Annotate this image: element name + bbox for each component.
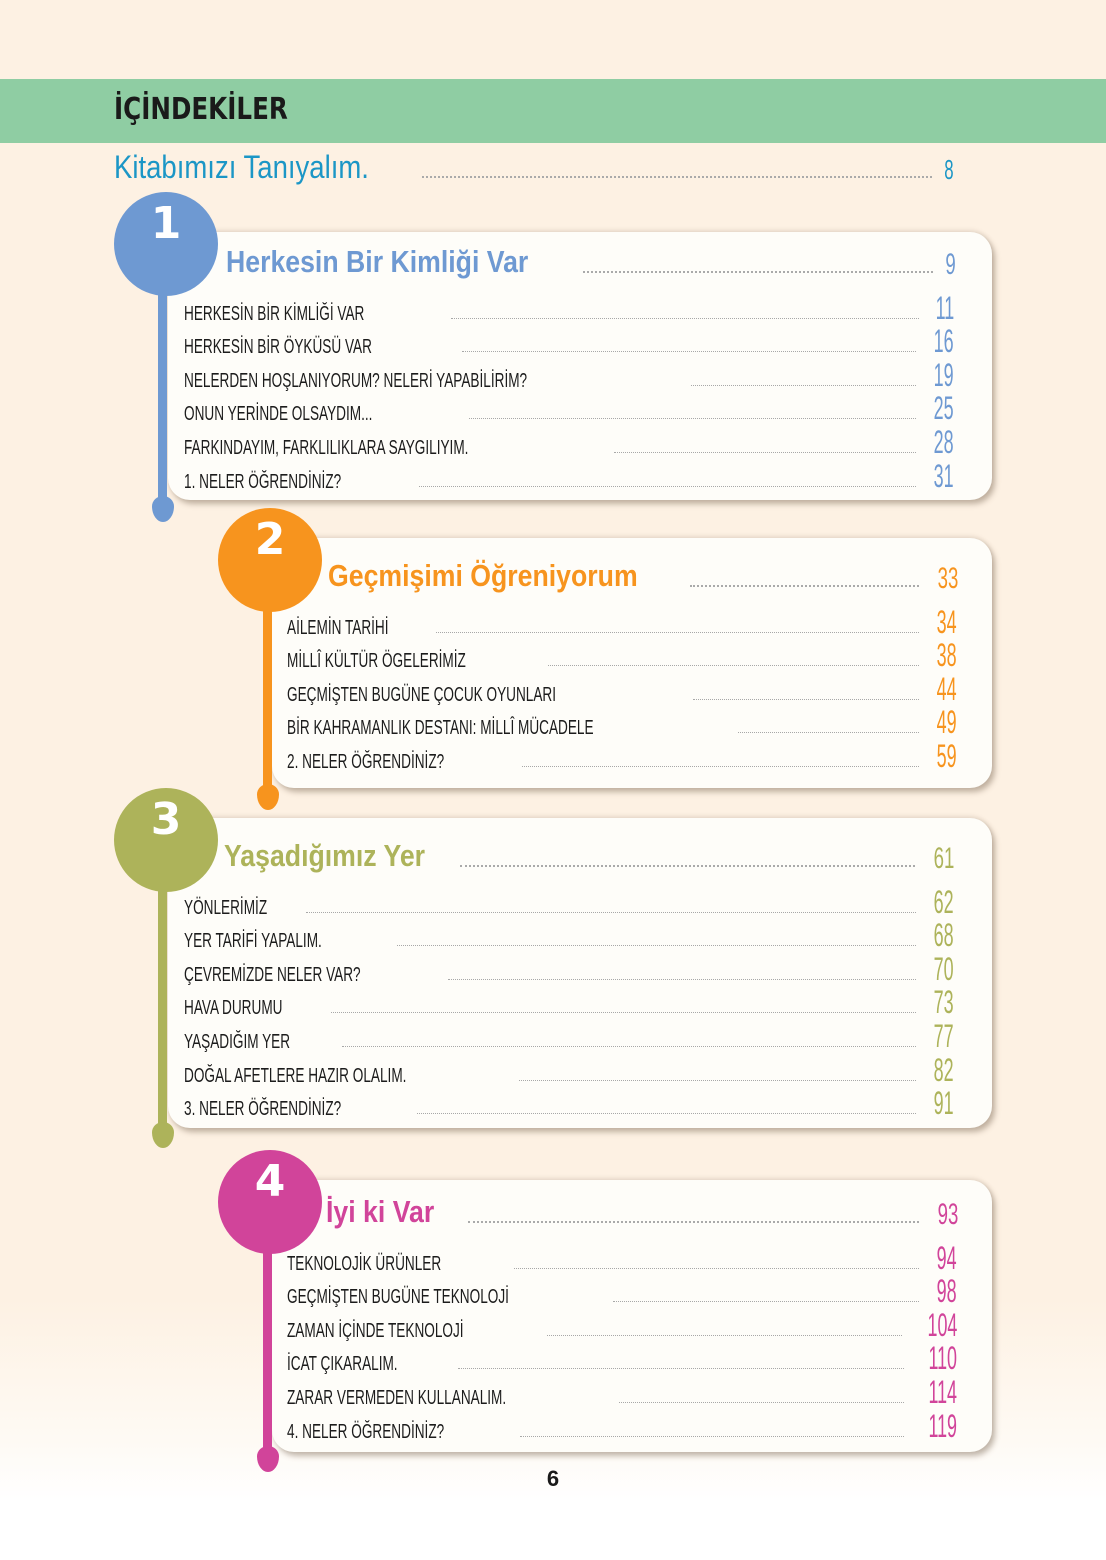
unit-number: 2 xyxy=(254,514,286,565)
item-label: GEÇMİŞTEN BUGÜNE TEKNOLOJİ xyxy=(287,1286,509,1309)
unit-title-entry[interactable] xyxy=(326,1190,958,1230)
unit-4-items xyxy=(287,1240,957,1442)
item-page-number: 25 xyxy=(934,390,954,427)
dot-leader xyxy=(619,1402,904,1403)
unit-title-entry[interactable] xyxy=(226,240,956,280)
item-label: 1. NELER ÖĞRENDİNİZ? xyxy=(184,470,342,493)
item-page-number: 114 xyxy=(928,1373,957,1410)
dot-leader xyxy=(417,1113,916,1114)
item-label: HERKESİN BİR ÖYKÜSÜ VAR xyxy=(184,336,372,359)
item-page-number: 77 xyxy=(934,1017,954,1054)
toc-item[interactable] xyxy=(287,1341,957,1375)
item-label: İCAT ÇIKARALIM. xyxy=(287,1353,398,1376)
toc-item[interactable] xyxy=(184,357,954,391)
dot-leader xyxy=(397,945,917,946)
unit-title-entry[interactable] xyxy=(328,554,958,594)
item-page-number: 49 xyxy=(937,704,957,741)
toc-item[interactable] xyxy=(184,391,954,425)
item-label: AİLEMİN TARİHİ xyxy=(287,616,389,639)
unit-1-items xyxy=(184,290,954,492)
unit-page-number: 9 xyxy=(945,248,956,281)
item-label: HAVA DURUMU xyxy=(184,997,283,1020)
item-label: BİR KAHRAMANLIK DESTANI: MİLLÎ MÜCADELE xyxy=(287,717,594,740)
dot-leader xyxy=(548,665,919,666)
toc-item[interactable] xyxy=(184,458,954,492)
item-page-number: 73 xyxy=(934,984,954,1021)
unit-number-bubble xyxy=(218,508,322,612)
toc-item[interactable] xyxy=(184,985,954,1019)
dot-leader xyxy=(738,732,920,733)
item-page-number: 31 xyxy=(934,457,954,494)
dot-leader xyxy=(458,1368,904,1369)
item-page-number: 119 xyxy=(928,1407,957,1444)
item-label: 4. NELER ÖĞRENDİNİZ? xyxy=(287,1420,445,1443)
item-page-number: 82 xyxy=(934,1051,954,1088)
item-page-number: 98 xyxy=(937,1273,957,1310)
toc-item[interactable] xyxy=(184,1086,954,1120)
page-title: İÇİNDEKİLER xyxy=(114,92,288,127)
item-label: FARKINDAYIM, FARKLILIKLARA SAYGILIYIM. xyxy=(184,436,469,459)
drop-icon xyxy=(152,496,174,522)
dot-leader xyxy=(306,912,916,913)
item-label: 3. NELER ÖĞRENDİNİZ? xyxy=(184,1098,342,1121)
dot-leader xyxy=(691,385,917,386)
toc-item[interactable] xyxy=(287,1307,957,1341)
dot-leader xyxy=(468,1221,919,1223)
toc-item[interactable] xyxy=(287,705,957,739)
item-page-number: 34 xyxy=(937,603,957,640)
item-page-number: 11 xyxy=(935,289,954,326)
toc-item[interactable] xyxy=(184,1052,954,1086)
dot-leader xyxy=(520,1436,904,1437)
unit-page-number: 93 xyxy=(937,1198,958,1231)
page-number: 6 xyxy=(546,1466,560,1491)
toc-item[interactable] xyxy=(184,951,954,985)
dot-leader xyxy=(436,632,919,633)
dot-leader xyxy=(693,699,920,700)
toc-item[interactable] xyxy=(287,1240,957,1274)
toc-item[interactable] xyxy=(287,1408,957,1442)
item-label: MİLLÎ KÜLTÜR ÖGELERİMİZ xyxy=(287,650,466,673)
item-page-number: 70 xyxy=(934,950,954,987)
item-page-number: 16 xyxy=(934,323,954,360)
toc-item[interactable] xyxy=(287,638,957,672)
unit-number-bubble xyxy=(114,192,218,296)
dot-leader xyxy=(419,486,916,487)
dot-leader xyxy=(519,1080,916,1081)
item-label: 2. NELER ÖĞRENDİNİZ? xyxy=(287,750,445,773)
unit-title: İyi ki Var xyxy=(326,1194,435,1229)
item-label: YER TARİFİ YAPALIM. xyxy=(184,930,322,953)
item-page-number: 91 xyxy=(934,1085,954,1122)
item-label: HERKESİN BİR KİMLİĞİ VAR xyxy=(184,302,365,325)
dot-leader xyxy=(331,1012,917,1013)
item-page-number: 94 xyxy=(937,1239,957,1276)
item-label: ÇEVREMİZDE NELER VAR? xyxy=(184,963,361,986)
item-label: ZAMAN İÇİNDE TEKNOLOJİ xyxy=(287,1319,464,1342)
item-label: NELERDEN HOŞLANIYORUM? NELERİ YAPABİLİRİM? xyxy=(184,369,528,392)
unit-page-number: 33 xyxy=(937,562,958,595)
unit-stem xyxy=(263,590,272,790)
item-page-number: 62 xyxy=(934,883,954,920)
unit-title: Yaşadığımız Yer xyxy=(224,838,426,873)
dot-leader xyxy=(342,1046,916,1047)
item-page-number: 110 xyxy=(928,1340,957,1377)
dot-leader xyxy=(614,452,916,453)
unit-stem xyxy=(263,1232,272,1452)
unit-3-items xyxy=(184,883,954,1122)
unit-number-bubble xyxy=(218,1150,322,1254)
item-page-number: 59 xyxy=(937,737,957,774)
dot-leader xyxy=(583,271,933,273)
unit-2-items xyxy=(287,604,957,772)
item-label: YÖNLERİMİZ xyxy=(184,896,268,919)
unit-number: 1 xyxy=(150,198,182,249)
unit-number-bubble xyxy=(114,788,218,892)
toc-item[interactable] xyxy=(287,671,957,705)
unit-number: 4 xyxy=(254,1156,286,1207)
dot-leader xyxy=(460,865,915,867)
toc-item[interactable] xyxy=(184,918,954,952)
item-label: ONUN YERİNDE OLSAYDIM... xyxy=(184,403,373,426)
toc-item[interactable] xyxy=(287,1274,957,1308)
item-page-number: 19 xyxy=(934,356,954,393)
intro-label: Kitabımızı Tanıyalım. xyxy=(114,149,369,185)
toc-item[interactable] xyxy=(287,738,957,772)
dot-leader xyxy=(522,766,919,767)
toc-item[interactable] xyxy=(184,1018,954,1052)
item-page-number: 38 xyxy=(937,637,957,674)
toc-item[interactable] xyxy=(287,1374,957,1408)
toc-item[interactable] xyxy=(184,324,954,358)
drop-icon xyxy=(152,1122,174,1148)
dot-leader xyxy=(469,418,916,419)
dot-leader xyxy=(514,1268,920,1269)
intro-page-number: 8 xyxy=(944,154,954,185)
dot-leader xyxy=(451,318,919,319)
item-label: GEÇMİŞTEN BUGÜNE ÇOCUK OYUNLARI xyxy=(287,683,557,706)
toc-item[interactable] xyxy=(184,290,954,324)
drop-icon xyxy=(257,784,279,810)
dot-leader xyxy=(422,176,932,178)
item-page-number: 104 xyxy=(927,1306,957,1343)
unit-page-number: 61 xyxy=(933,842,954,875)
item-label: DOĞAL AFETLERE HAZIR OLALIM. xyxy=(184,1064,407,1087)
unit-title: Geçmişimi Öğreniyorum xyxy=(328,558,638,593)
unit-stem xyxy=(158,870,167,1128)
item-page-number: 28 xyxy=(934,423,954,460)
unit-title: Herkesin Bir Kimliği Var xyxy=(226,244,529,279)
dot-leader xyxy=(690,585,919,587)
item-page-number: 44 xyxy=(937,670,957,707)
item-label: ZARAR VERMEDEN KULLANALIM. xyxy=(287,1386,507,1409)
dot-leader xyxy=(448,979,917,980)
item-label: YAŞADIĞIM YER xyxy=(184,1030,291,1053)
toc-item[interactable] xyxy=(184,884,954,918)
toc-item[interactable] xyxy=(184,424,954,458)
dot-leader xyxy=(547,1335,902,1336)
toc-entry-intro[interactable] xyxy=(114,146,954,186)
dot-leader xyxy=(613,1301,919,1302)
unit-stem xyxy=(158,280,167,500)
toc-item[interactable] xyxy=(287,604,957,638)
unit-title-entry[interactable] xyxy=(224,834,954,874)
item-page-number: 68 xyxy=(934,917,954,954)
unit-number: 3 xyxy=(150,794,182,845)
dot-leader xyxy=(462,351,916,352)
item-label: TEKNOLOJİK ÜRÜNLER xyxy=(287,1252,442,1275)
